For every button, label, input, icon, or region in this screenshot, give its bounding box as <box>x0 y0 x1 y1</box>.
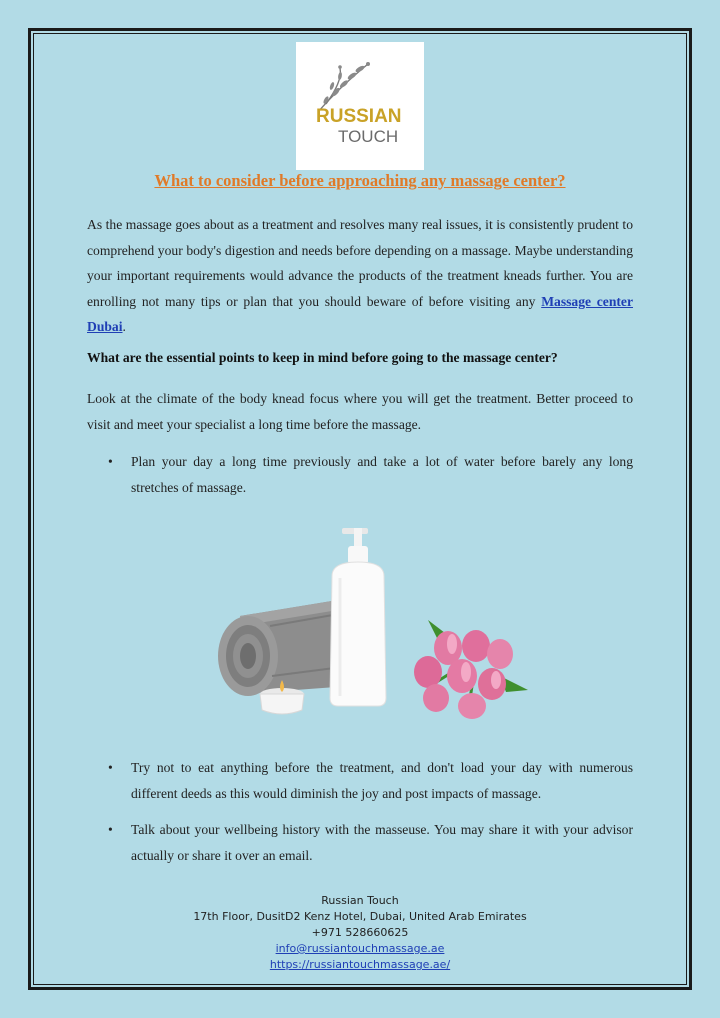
logo-text-touch: TOUCH <box>338 127 399 146</box>
spa-image <box>200 516 540 724</box>
footer-phone: +971 528660625 <box>311 926 409 939</box>
bullet-icon: • <box>108 454 113 469</box>
massage-center-dubai-link[interactable]: Massage center Dubai <box>87 293 633 334</box>
intro-paragraph <box>87 212 633 340</box>
list-item-text: Talk about your wellbeing history with the masseuse. You may share it with your advisor actually or share it over an email. <box>131 822 633 863</box>
footer-website-link[interactable]: https://russiantouchmassage.ae/ <box>269 958 451 971</box>
russian-touch-logo <box>296 42 424 170</box>
lotion-bottle-illustration <box>330 528 386 706</box>
logo-graphic <box>296 42 424 170</box>
footer-email-link[interactable]: info@russiantouchmassage.ae <box>275 942 445 955</box>
footer-address: 17th Floor, DusitD2 Kenz Hotel, Dubai, United Arab Emirates <box>193 910 527 923</box>
list-item <box>108 449 633 500</box>
intro-end: . <box>122 319 126 334</box>
intro-text: As the massage goes about as a treatment and resolves many real issues, it is consistently prudent to comprehend your body's digestion and needs before depending on a massage. Maybe understanding your important requirements would advance the products of the treatment kneads further. You are enrolling not many tips or plan that you should beware of before visiting any <box>87 217 633 309</box>
list-item-text: Plan your day a long time previously and take a lot of water before barely any long stretches of massage. <box>131 454 633 495</box>
tulips-illustration <box>414 620 528 719</box>
bullet-icon: • <box>108 822 113 837</box>
logo-text-russian: RUSSIAN <box>316 106 402 127</box>
footer-company: Russian Touch <box>321 894 399 907</box>
list-item <box>108 817 633 868</box>
list-item-text: Try not to eat anything before the treatment, and don't load your day with numerous different deeds as this would diminish the joy and post impacts of massage. <box>131 760 633 801</box>
article-title: What to consider before approaching any massage center? <box>154 171 566 190</box>
paragraph-2: Look at the climate of the body knead focus where you will get the treatment. Better proceed to visit and meet your specialist a long time before the massage. <box>87 391 633 432</box>
bullet-icon: • <box>108 760 113 775</box>
footer <box>60 893 660 973</box>
section-subheading: What are the essential points to keep in mind before going to the massage center? <box>87 350 558 365</box>
list-item <box>108 755 633 806</box>
